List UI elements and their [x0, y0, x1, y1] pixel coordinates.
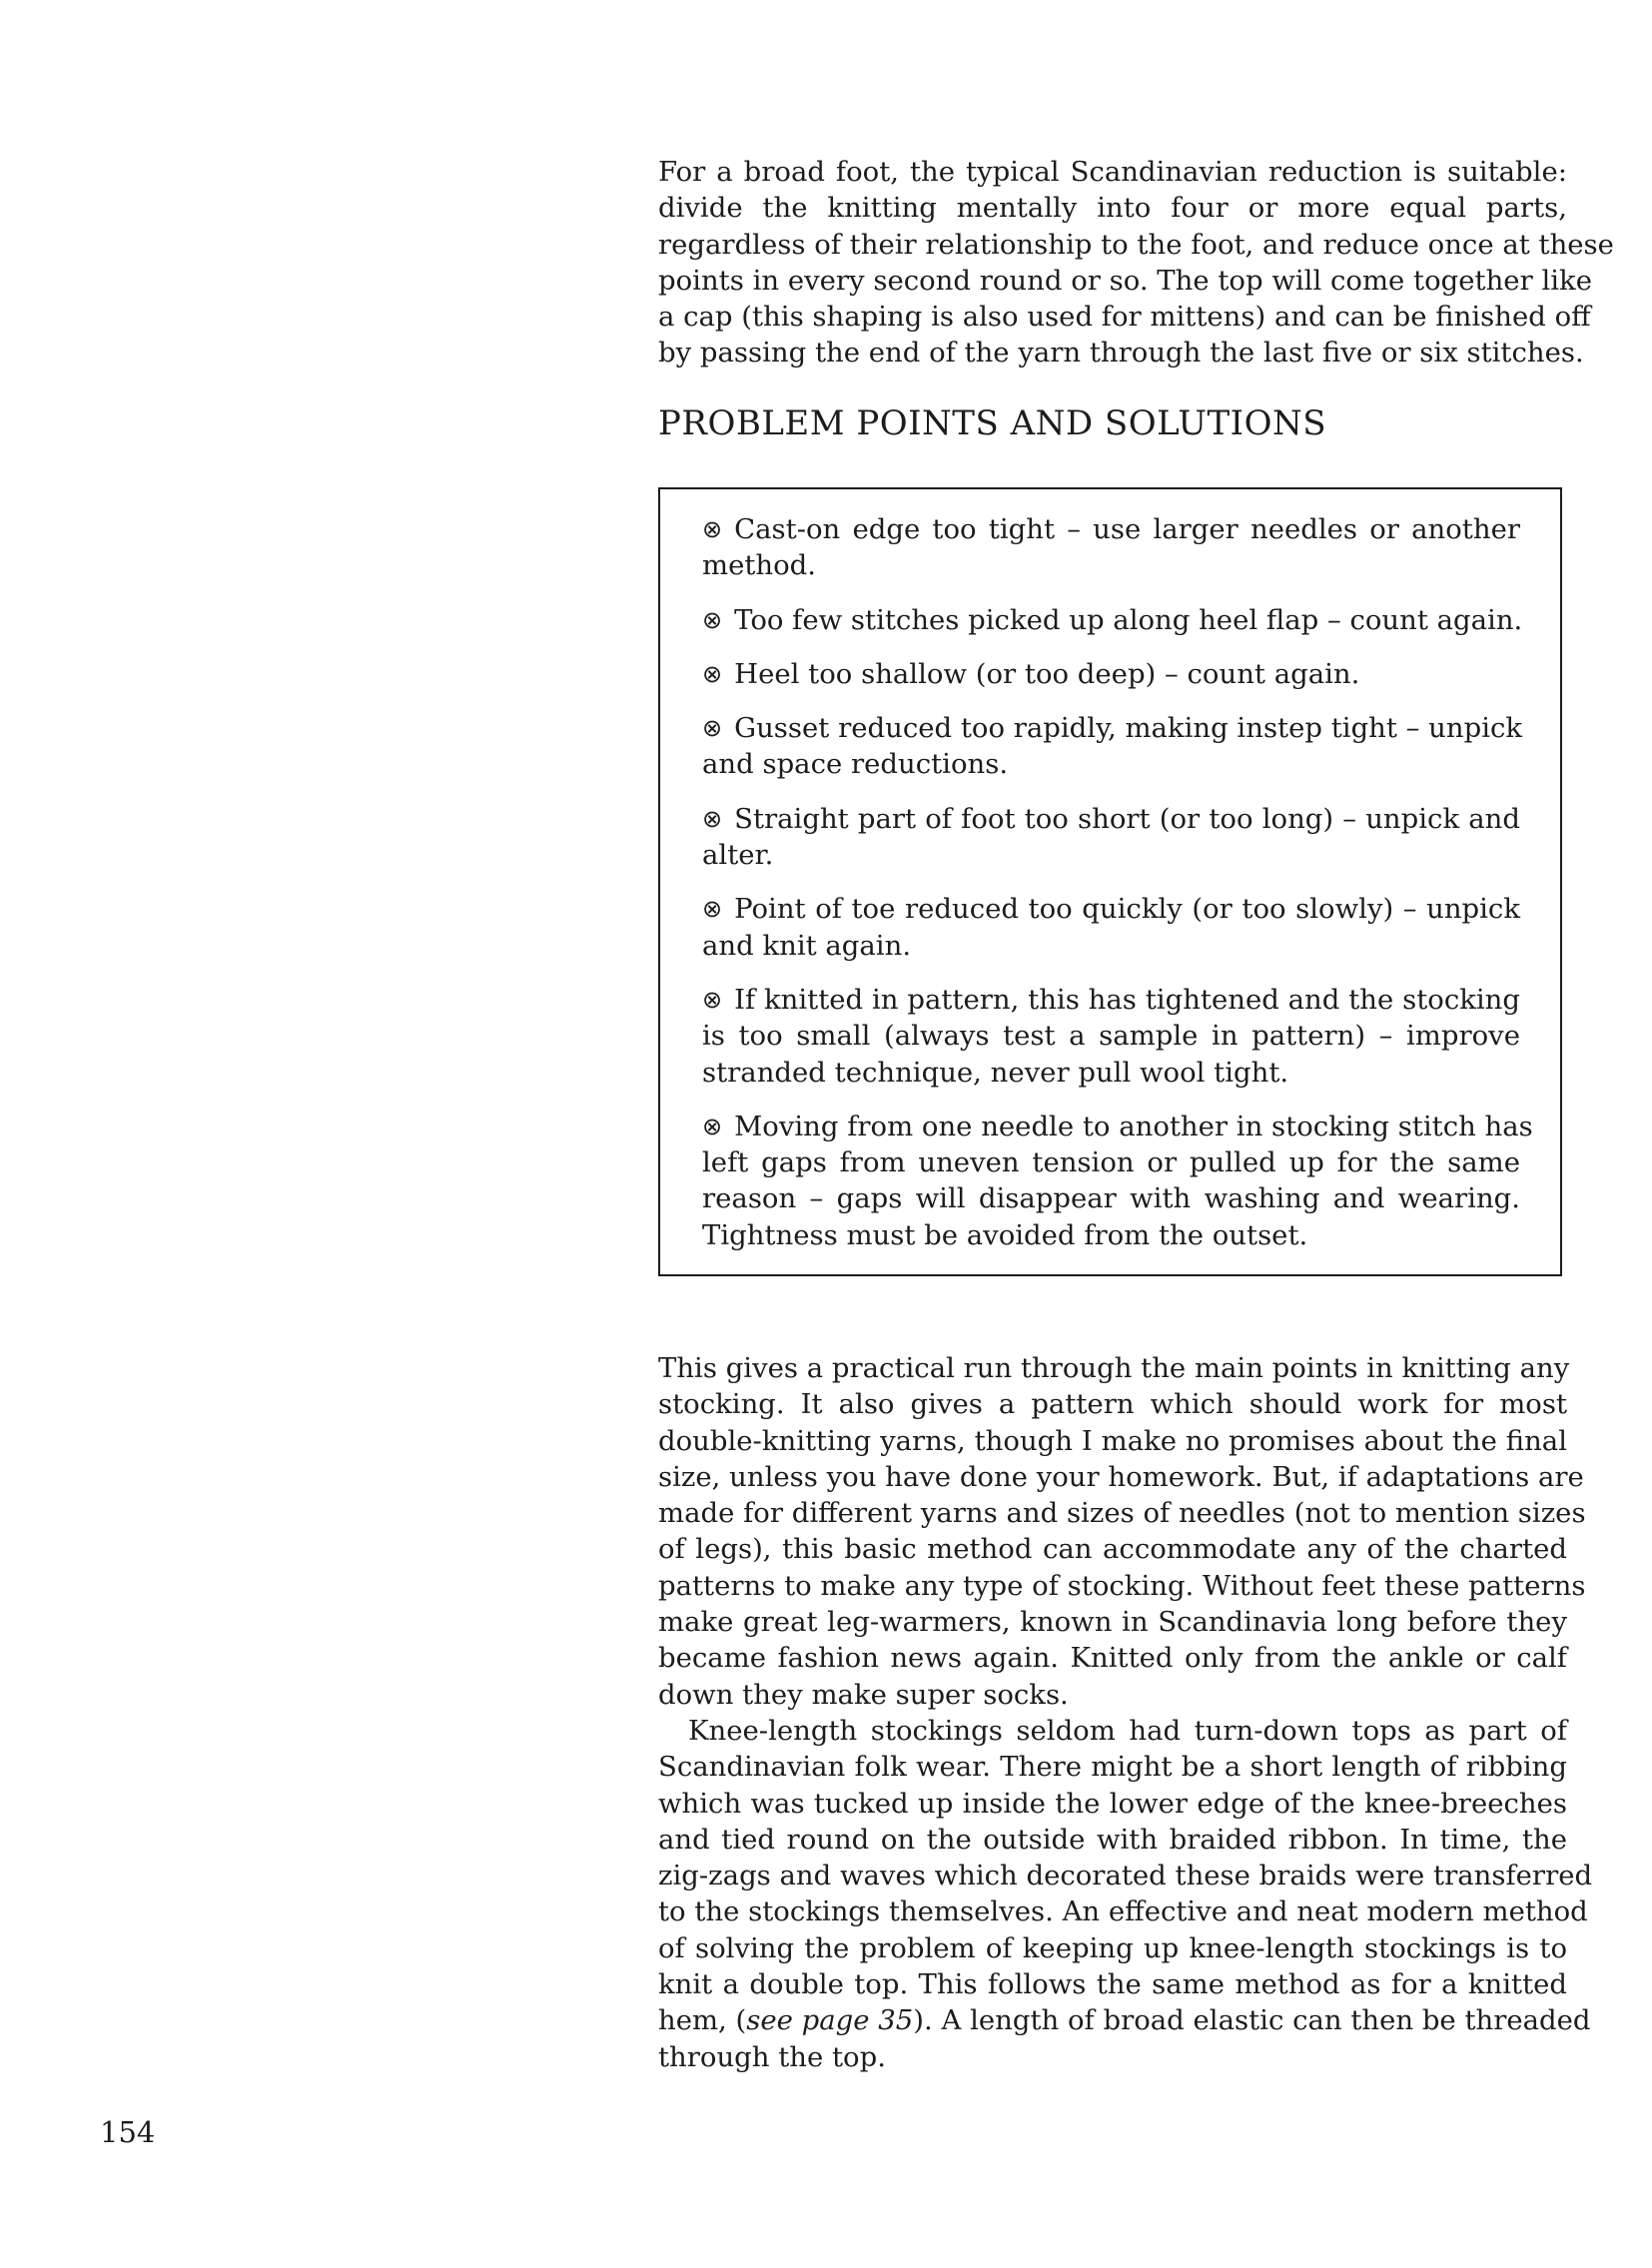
text-line: ⊗ Moving from one needle to another in stocking stitch has — [702, 1109, 1520, 1144]
text-line: stocking. It also gives a pattern which should work for most — [658, 1388, 1567, 1421]
body-text — [658, 1350, 1593, 2075]
text-line: size, unless you have done your homework. But, if adaptations are — [658, 1460, 1584, 1493]
text-line: make great leg-warmers, known in Scandinavia long before they — [658, 1606, 1567, 1639]
text-line: ⊗ If knitted in pattern, this has tightened and the stocking — [702, 982, 1520, 1018]
text-line: of legs), this basic method can accommodate any of the charted — [658, 1533, 1567, 1566]
text-line: Tightness must be avoided from the outset. — [702, 1218, 1308, 1251]
text-line: regardless of their relationship to the foot, and reduce once at these — [658, 228, 1614, 261]
intro-text — [658, 154, 1614, 372]
text-line: Scandinavian folk wear. There might be a short length of ribbing — [658, 1751, 1567, 1784]
circled-x-icon: ⊗ — [702, 714, 723, 743]
problem-item — [702, 801, 1520, 874]
problem-item — [702, 891, 1520, 964]
text-line: through the top. — [658, 2040, 886, 2073]
text-line: ⊗ Straight part of foot too short (or too long) – unpick and — [702, 801, 1520, 837]
text-line: ⊗ Too few stitches picked up along heel flap – count again. — [702, 602, 1520, 638]
text-line: and space reductions. — [702, 748, 1009, 781]
text-line: became fashion news again. Knitted only from the ankle or calf — [658, 1642, 1567, 1675]
text-line: ⊗ Point of toe reduced too quickly (or too slowly) – unpick — [702, 891, 1520, 927]
text-line: patterns to make any type of stocking. Without feet these patterns — [658, 1569, 1586, 1602]
circled-x-icon: ⊗ — [702, 1112, 723, 1140]
problem-item — [702, 656, 1520, 692]
text-line: and knit again. — [702, 929, 912, 962]
text-line: zig-zags and waves which decorated these braids were transferred — [658, 1860, 1593, 1892]
problem-item — [702, 602, 1523, 638]
paragraph — [658, 1350, 1586, 1713]
text-line: ⊗ Cast-on edge too tight – use larger needles or another — [702, 511, 1520, 547]
circled-x-icon: ⊗ — [702, 659, 723, 688]
text-line: to the stockings themselves. An effective and neat modern method — [658, 1895, 1588, 1928]
text-line: ⊗ Heel too shallow (or too deep) – count again. — [702, 656, 1520, 692]
text-line: knit a double top. This follows the same method as for a knitted — [658, 1968, 1567, 2001]
circled-x-icon: ⊗ — [702, 605, 723, 634]
text-line: Knee-length stockings seldom had turn-down tops as part of — [688, 1714, 1567, 1747]
circled-x-icon: ⊗ — [702, 804, 723, 833]
text-line: ⊗ Gusset reduced too rapidly, making instep tight – unpick — [702, 710, 1520, 746]
text-line: stranded technique, never pull wool tight. — [702, 1056, 1289, 1089]
text-line: by passing the end of the yarn through the last five or six stitches. — [658, 337, 1584, 370]
text-line: made for different yarns and sizes of needles (not to mention sizes — [658, 1497, 1586, 1530]
paragraph — [658, 1713, 1593, 2075]
text-line: of solving the problem of keeping up knee-length stockings is to — [658, 1931, 1567, 1964]
circled-x-icon: ⊗ — [702, 895, 723, 924]
text-line: For a broad foot, the typical Scandinavian reduction is suitable: — [658, 156, 1567, 188]
text-line: alter. — [702, 839, 774, 872]
problem-item — [702, 1109, 1533, 1253]
circled-x-icon: ⊗ — [702, 515, 723, 543]
section-heading: PROBLEM POINTS AND SOLUTIONS — [658, 403, 1326, 443]
text-line: down they make super socks. — [658, 1678, 1069, 1711]
text-line: is too small (always test a sample in pattern) – improve — [702, 1020, 1520, 1053]
page-number: 154 — [100, 2115, 156, 2149]
text-line: divide the knitting mentally into four or more equal parts, — [658, 192, 1567, 225]
text-line: This gives a practical run through the main points in knitting any — [658, 1352, 1570, 1384]
problem-list — [660, 489, 1560, 1253]
problem-item — [702, 710, 1523, 783]
text-line: points in every second round or so. The top will come together like — [658, 264, 1592, 297]
text-line: hem, (see page 35). A length of broad elastic can then be threaded — [658, 2004, 1591, 2037]
problem-item — [702, 511, 1520, 584]
page-reference: see page 35 — [746, 2004, 914, 2037]
text-line: left gaps from uneven tension or pulled up for the same — [702, 1146, 1520, 1179]
text-line: and tied round on the outside with braided ribbon. In time, the — [658, 1823, 1567, 1856]
intro-paragraph — [658, 154, 1614, 372]
circled-x-icon: ⊗ — [702, 985, 723, 1014]
problem-item — [702, 982, 1520, 1091]
text-line: which was tucked up inside the lower edge of the knee-breeches — [658, 1787, 1567, 1820]
text-line: a cap (this shaping is also used for mittens) and can be finished off — [658, 301, 1591, 334]
text-line: reason – gaps will disappear with washing and wearing. — [702, 1182, 1520, 1215]
text-line: method. — [702, 549, 817, 582]
text-line: double-knitting yarns, though I make no promises about the final — [658, 1424, 1567, 1457]
problem-solutions-box — [658, 487, 1562, 1276]
